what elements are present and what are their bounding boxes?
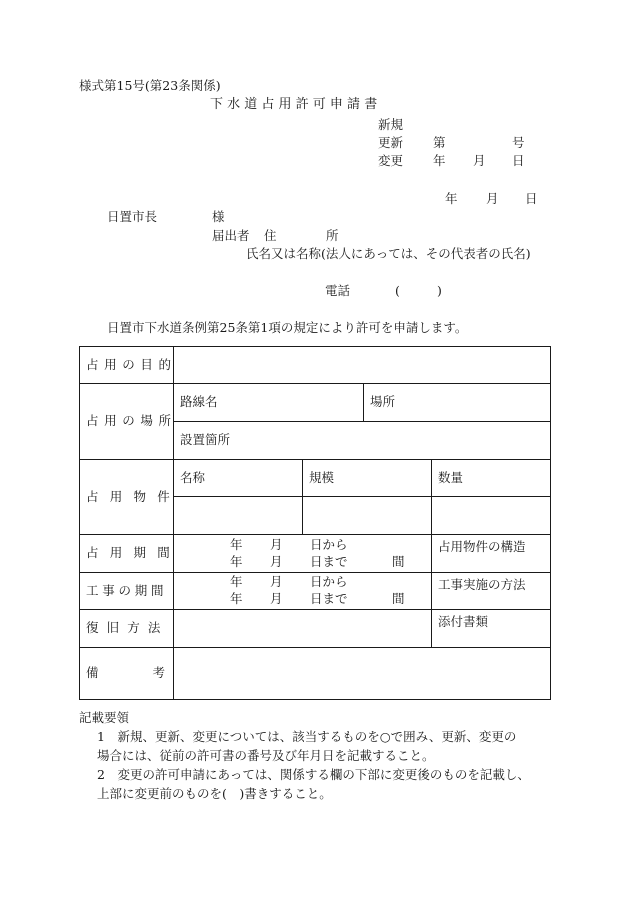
applicant-name: 氏名又は名称(法人にあっては、その代表者の氏名) [246, 246, 531, 261]
route-label: 路線名 [180, 394, 218, 410]
phone-paren-close: ) [437, 283, 442, 298]
header-obj-qty: 数量 [432, 460, 551, 497]
construction-period-until [174, 591, 431, 608]
notes-heading: 記載要領 [79, 710, 130, 725]
label-objects: 占用物件 [80, 460, 174, 535]
field-attachments[interactable] [432, 610, 551, 648]
occupy-period-until [174, 554, 431, 571]
field-remarks[interactable] [174, 648, 551, 700]
occupy-until-year: 年 [230, 553, 243, 569]
field-location[interactable] [364, 384, 551, 422]
note-2-line-1: 2 変更の許可申請にあっては、関係する欄の下部に変更後のものを記載し、 [97, 767, 530, 782]
header-obj-name: 名称 [174, 460, 303, 497]
label-purpose: 占用の目的 [80, 347, 174, 384]
date-year: 年 [445, 191, 458, 206]
remarks-b: 考 [152, 665, 165, 680]
date-day: 日 [525, 191, 538, 206]
permit-year: 年 [433, 153, 446, 168]
addressee-sama: 様 [212, 209, 225, 224]
note-1-line-2: 場合には、従前の許可書の番号及び年月日を記載すること。 [97, 748, 435, 763]
occupy-period-from [174, 537, 431, 554]
field-route[interactable] [174, 384, 364, 422]
applicant-address-b: 所 [326, 228, 339, 243]
type-renew: 更新 [378, 135, 404, 150]
permit-go: 号 [512, 135, 525, 150]
occupy-days: 間 [392, 553, 405, 569]
label-remarks [80, 648, 174, 700]
location-label: 場所 [370, 394, 396, 410]
construction-until-year: 年 [230, 591, 243, 606]
occupy-from-month: 月 [270, 536, 283, 552]
note-1-line-1: 1 新規、更新、変更については、該当するものを○で囲み、更新、変更の [97, 729, 517, 744]
permit-dai: 第 [433, 135, 446, 150]
field-structure[interactable] [432, 535, 551, 573]
date-month: 月 [486, 191, 499, 206]
type-change: 変更 [378, 153, 404, 168]
applicant-label: 届出者 [212, 228, 250, 243]
structure-label: 占用物件の構造 [438, 539, 526, 554]
type-new: 新規 [378, 117, 404, 132]
application-table [79, 346, 551, 700]
construction-period-from [174, 574, 431, 591]
field-install[interactable] [174, 422, 551, 460]
applicant-address-a: 住 [264, 228, 277, 243]
phone-paren-open: ( [395, 283, 400, 298]
construction-from-day: 日から [310, 574, 348, 589]
header-obj-scale: 規模 [303, 460, 432, 497]
occupy-until-month: 月 [270, 553, 283, 569]
permit-month: 月 [473, 153, 486, 168]
occupy-from-day: 日から [310, 536, 348, 552]
field-restore[interactable] [174, 610, 432, 648]
occupy-from-year: 年 [230, 536, 243, 552]
remarks-a: 備 [86, 665, 99, 680]
applicant-phone: 電話 [325, 283, 351, 298]
addressee-mayor: 日置市長 [107, 209, 158, 224]
attachments-label: 添付書類 [438, 614, 489, 629]
construction-from-month: 月 [270, 574, 283, 589]
application-statement: 日置市下水道条例第25条第1項の規定により許可を申請します。 [107, 320, 468, 335]
note-2-line-2: 上部に変更前のものを( )書きすること。 [97, 786, 332, 801]
occupy-until-day: 日まで [310, 553, 348, 569]
form-number: 様式第15号(第23条関係) [79, 78, 221, 93]
label-restore: 復旧方法 [80, 610, 174, 648]
field-purpose[interactable] [174, 347, 551, 384]
permit-day: 日 [512, 153, 525, 168]
field-obj-scale[interactable] [303, 497, 432, 535]
method-label: 工事実施の方法 [438, 577, 526, 592]
install-label: 設置箇所 [180, 432, 231, 448]
construction-until-month: 月 [270, 591, 283, 606]
field-method[interactable] [432, 573, 551, 610]
field-obj-qty[interactable] [432, 497, 551, 535]
label-construction-period: 工事の期間 [80, 573, 174, 610]
label-place: 占用の場所 [80, 384, 174, 460]
construction-until-day: 日まで [310, 591, 348, 606]
construction-days: 間 [392, 591, 405, 606]
label-occupy-period: 占用期間 [80, 535, 174, 573]
field-construction-period[interactable] [174, 573, 432, 610]
construction-from-year: 年 [230, 574, 243, 589]
field-obj-name[interactable] [174, 497, 303, 535]
page-title: 下 水 道 占 用 許 可 申 請 書 [210, 97, 378, 112]
field-occupy-period[interactable] [174, 535, 432, 573]
